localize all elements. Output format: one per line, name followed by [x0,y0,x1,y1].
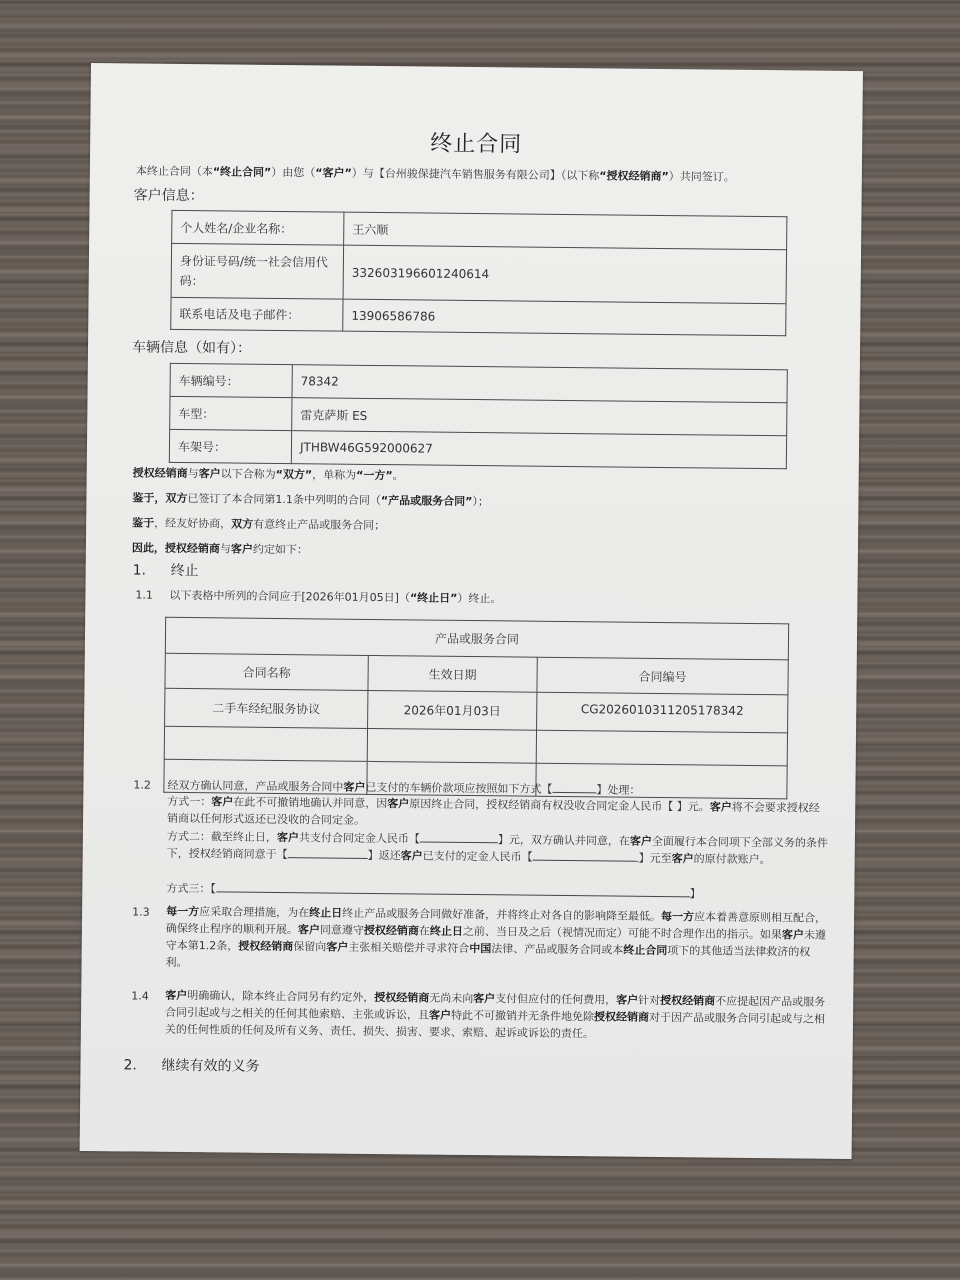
clause-text: 终止产品或服务合同做好准备，并将终止对各自的影响降至最低。 [342,906,662,924]
intro-text: ）共同签订。 [668,170,735,184]
method-text: 在此不可撤销地确认并同意，因 [233,795,388,811]
clause-1-4-number: 1.4 [131,989,149,1003]
intro-text: ）由您（ [271,165,316,180]
section-1-heading [133,559,199,580]
method-bold: 客户 [276,830,299,845]
method-bold: 客户 [671,852,694,866]
recital-bold: “产品或服务合同” [380,494,473,509]
method-text: 方式三：【 [166,881,216,896]
method-bold: 客户 [709,800,732,814]
clause-bold: 客户 [473,992,496,1006]
contract-name-cell: 二手车经纪服务协议 [165,688,368,728]
field-label: 车辆编号： [170,363,292,397]
clause-bold: “终止日” [409,591,458,605]
customer-contact-value: 13906586786 [343,299,786,336]
clause-bold: 授权经销商 [660,994,716,1008]
document-title: 终止合同 [430,131,523,158]
method-text: 原因终止合同，授权经销商有权没收合同定金人民币【 】元。 [409,797,710,814]
intro-paragraph [136,162,735,184]
recital-1 [133,464,404,483]
intro-bold: “终止合同” [212,165,272,179]
customer-info-table [170,210,787,336]
clause-text: 项下的其他适当法律救济的权利。 [165,944,811,970]
clause-text: 不应提起因产品或服务合同引起或与之相关的任何其他索赔、主张或诉讼，且 [164,994,826,1022]
method-bold: 客户 [387,797,410,811]
clause-1-2-method-1 [167,793,829,834]
section-2-heading [123,1054,259,1075]
clause-bold: 客户 [297,923,321,937]
effective-date-cell: 2026年01月03日 [368,690,537,730]
vehicle-row-vin [169,429,786,468]
recital-text: 以下合称为 [220,467,276,481]
method-text: 共支付合同定金人民币【 [298,831,420,846]
clause-text: 明确确认，除本终止合同另有约定外， [187,989,375,1005]
customer-name-value: 王六顺 [344,212,787,250]
column-header: 合同编号 [537,657,788,695]
vehicle-vin-value: JTHBW46G592000627 [291,431,786,469]
method-text: 】返还 [367,848,401,863]
clause-text: 之前、当日及之后（视情况而定）可能不时合理作出的指示。如果 [462,924,782,942]
recital-bold: “双方” [275,467,313,482]
method-bold: 客户 [400,849,423,863]
method-3-blank[interactable] [216,881,690,897]
recital-bold: 授权经销商 [132,466,188,481]
customer-id-value: 332603196601240614 [343,245,787,304]
clause-text: 保留向 [293,940,327,954]
clause-bold: 终止日 [309,906,343,920]
clause-bold: 客户 [343,780,366,794]
clause-bold: 授权经销商 [374,991,430,1005]
recital-bold: 鉴于 [132,516,155,530]
clause-bold: 每一方 [661,910,695,924]
vehicle-info-table [169,363,788,469]
method-text: 】元，双方确认并同意，在 [497,833,630,848]
effective-date-cell [367,728,536,763]
clause-bold: 客户 [326,940,349,954]
recital-text: ，单称为 [312,468,357,482]
vehicle-model-value: 雷克萨斯 ES [292,398,787,436]
table-row [165,688,788,733]
clause-text: 经双方确认同意，产品或服务合同中 [167,778,344,794]
clause-text: 应本着善意原则相互配合，确保终止程序的顺利开展。 [165,910,827,937]
recital-text: 与 [187,467,199,481]
contract-number-cell: CG2026010311205178342 [537,692,788,733]
recital-text: 。 [392,469,404,483]
recital-bold: 客户 [230,542,253,556]
intro-bold: “客户” [315,166,352,180]
contract-paper [80,63,863,1159]
clause-bold: 授权经销商 [363,923,419,938]
intro-text: 本终止合同（本 [135,164,213,179]
method-text: 将不会要求授权经销商以任何形式返还已没收的合同定金。 [167,800,820,827]
method-text: 】元至 [638,851,672,866]
column-header: 生效日期 [368,655,537,692]
clause-1-2-method-3 [166,880,701,902]
clause-text: 支付但应付的任何费用， [495,992,617,1007]
clause-text: 已支付的车辆价款项应按照如下方式【 [365,780,553,796]
method-text: 全面履行本合同项下全部义务的条件下，授权经销商同意于【 [166,834,828,862]
clause-bold: 客户 [165,988,188,1003]
method-text: 】 [689,887,701,901]
clause-1-1 [135,586,501,606]
clause-1-3-text [165,903,828,978]
customer-row-contact [171,297,786,335]
clause-text: 对于因产品或服务合同引起或与之相关的任何性质的任何及所有义务、责任、损失、损害、要求、索赔、起诉或诉讼的责任。 [164,1010,826,1041]
recital-text: 已签订了本合同第1.1条中列明的合同（ [187,492,382,508]
recital-text: ，经友好协商， [154,516,232,531]
vehicle-number-value: 78342 [292,365,787,403]
method-text: 方式二：截至终止日， [166,829,277,844]
clause-text: 以下表格中所列的合同应于[2026年01月05日]（ [169,588,411,605]
clause-1-4-text [165,987,827,1045]
intro-bold: “授权经销商” [599,169,669,184]
method-choice-blank[interactable] [552,782,596,793]
clause-text: 法律、产品或服务合同或本 [491,942,624,957]
clause-text: ）终止。 [457,591,502,606]
vehicle-info-heading: 车辆信息（如有）： [131,339,252,357]
recital-text: 有意终止产品或服务合同； [253,517,386,533]
clause-text: 针对 [638,993,661,1008]
clause-bold: 客户 [616,993,639,1007]
clause-bold: 终止日 [429,924,463,938]
clause-text: 特此不可撤销并无条件地免除 [450,1008,595,1024]
recital-4 [132,539,308,557]
contract-name-cell [164,726,367,761]
section-number: 1. [132,562,147,579]
refund-amount-blank[interactable] [533,850,639,862]
method-text: 方式一： [167,794,212,809]
recital-bold: 客户 [198,467,221,481]
clause-number: 1.1 [135,588,153,602]
customer-row-id [171,243,787,303]
recital-text: 约定如下： [252,542,308,557]
clause-text: 应采取合理措施，为在 [199,905,310,920]
column-header: 合同名称 [165,653,368,690]
clause-text: 】处理： [596,783,641,797]
field-label: 车型： [170,396,292,430]
clause-text: 主张相关赔偿并寻求符合 [348,940,470,956]
intro-text: ）与【台州骏保捷汽车销售服务有限公司】（以下称 [351,166,600,183]
clause-bold: 授权经销商 [593,1010,650,1024]
clause-bold: 客户 [428,1008,452,1022]
clause-number: 1.2 [133,778,152,792]
section-title: 终止 [170,562,199,580]
field-label: 车架号： [169,429,291,463]
contract-table [163,617,789,800]
recital-text: ）； [472,495,489,509]
deposit-amount-blank[interactable] [420,831,498,843]
method-text: 的原付款账户。 [693,852,771,867]
refund-date-blank[interactable] [288,847,368,859]
field-label: 身份证号码/统一社会信用代码： [171,243,344,299]
clause-bold: 每一方 [166,904,200,919]
section-number: 2. [123,1057,137,1074]
clause-text: 未遵守本第1.2条， [165,928,826,953]
method-bold: 客户 [629,834,652,848]
clause-1-3-number: 1.3 [132,905,150,919]
contract-number-cell [536,730,787,766]
recital-bold: “一方” [356,468,393,483]
method-text: 已支付的定金人民币【 [422,849,533,864]
recital-text: 与 [219,542,231,556]
contract-table-caption: 产品或服务合同 [165,617,788,660]
recital-bold: 鉴于，双方 [132,491,188,506]
method-bold: 客户 [211,795,234,809]
clause-bold: 客户 [781,928,804,942]
clause-bold: 终止合同 [623,943,668,958]
field-label: 个人姓名/企业名称： [172,210,344,245]
clause-bold: 授权经销商 [238,939,294,954]
field-label: 联系电话及电子邮件： [171,297,343,331]
clause-text: 无尚未向 [429,991,474,1006]
customer-info-heading: 客户信息： [133,187,204,205]
clause-text: 在 [418,924,430,938]
clause-1-2-method-2 [167,828,829,869]
recital-3 [132,514,385,533]
clause-bold: 中国 [469,942,492,956]
recital-bold: 因此，授权经销商 [131,541,220,556]
clause-text: 同意遵守 [319,923,364,937]
section-title: 继续有效的义务 [161,1057,260,1075]
recital-bold: 双方 [231,517,254,531]
recital-2 [132,489,489,509]
